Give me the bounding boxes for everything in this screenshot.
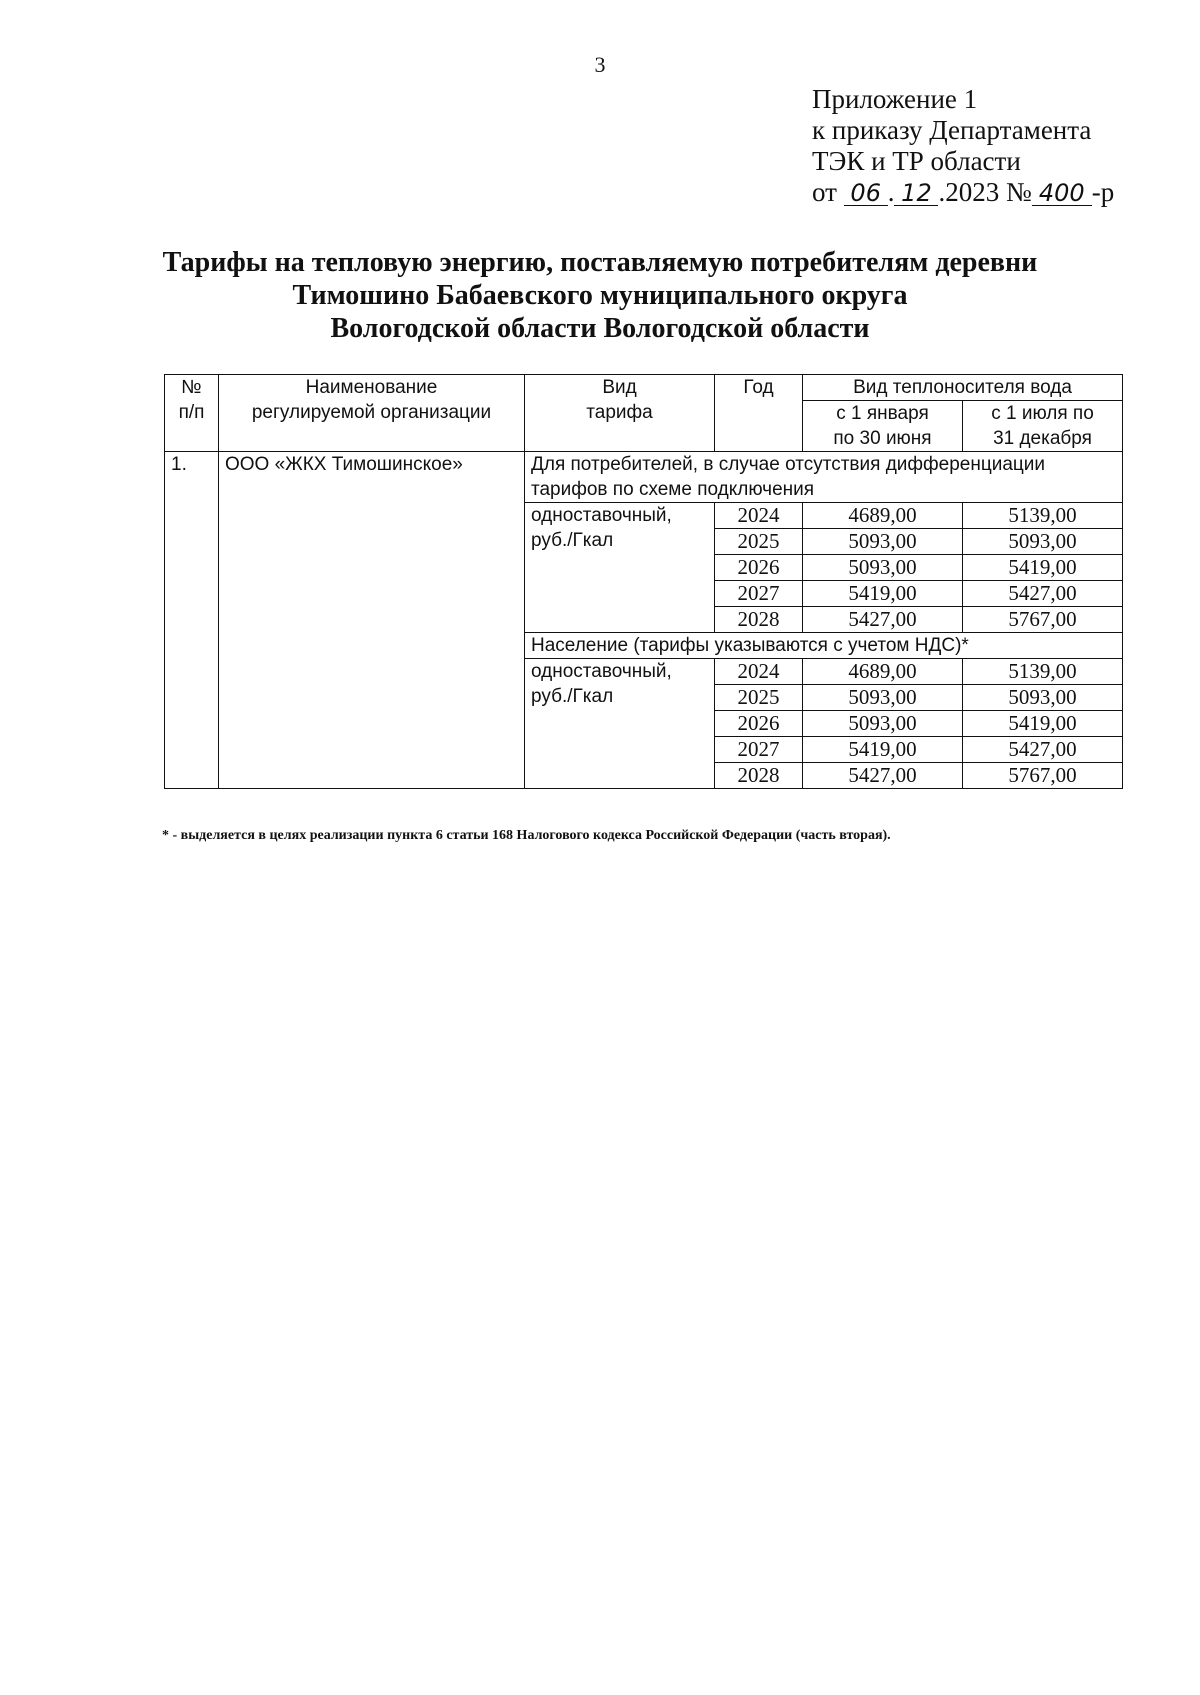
year-cell: 2026: [715, 711, 803, 737]
tariff-second-half: 5419,00: [963, 711, 1123, 737]
appendix-header: [812, 84, 1114, 208]
tariff-first-half: 5427,00: [803, 607, 963, 633]
order-suffix: -р: [1091, 177, 1115, 207]
tariff-first-half: 5093,00: [803, 685, 963, 711]
header-number: № п/п: [165, 375, 219, 452]
tariff-second-half: 5767,00: [963, 763, 1123, 789]
tariff-second-half: 5427,00: [963, 737, 1123, 763]
tariff-second-half: 5427,00: [963, 581, 1123, 607]
header-year: Год: [715, 375, 803, 452]
header-period-2: с 1 июля по 31 декабря: [963, 401, 1123, 452]
title-line-3: Вологодской области Вологодской области: [330, 313, 870, 344]
tariff-first-half: 5093,00: [803, 711, 963, 737]
date-year-part: .2023 №: [938, 177, 1032, 207]
appendix-line-1: Приложение 1: [812, 84, 978, 114]
year-cell: 2026: [715, 555, 803, 581]
year-cell: 2024: [715, 503, 803, 529]
tariff-first-half: 4689,00: [803, 503, 963, 529]
appendix-date-line: от 06 . 12 .2023 № 400 -р: [812, 177, 1115, 207]
year-cell: 2028: [715, 763, 803, 789]
document-title: [0, 246, 1200, 345]
handwritten-day: 06: [844, 181, 888, 206]
year-cell: 2025: [715, 529, 803, 555]
appendix-line-3: ТЭК и ТР области: [812, 146, 1021, 176]
tariff-table: [164, 374, 1123, 789]
date-prefix: от: [812, 177, 837, 207]
tariff-second-half: 5139,00: [963, 503, 1123, 529]
tariff-second-half: 5419,00: [963, 555, 1123, 581]
header-period-1: с 1 января по 30 июня: [803, 401, 963, 452]
row-number: 1.: [165, 452, 219, 789]
year-cell: 2024: [715, 659, 803, 685]
tariff-second-half: 5767,00: [963, 607, 1123, 633]
title-line-1: Тарифы на тепловую энергию, поставляемую потребителям деревни: [162, 247, 1038, 278]
footnote: * - выделяется в целях реализации пункта 6 статьи 168 Налогового кодекса Российской Федерации (часть вторая).: [162, 828, 891, 843]
tariff-first-half: 5093,00: [803, 529, 963, 555]
tariff-second-half: 5093,00: [963, 685, 1123, 711]
year-cell: 2025: [715, 685, 803, 711]
tariff-first-half: 5427,00: [803, 763, 963, 789]
header-tariff-type: Вид тарифа: [525, 375, 715, 452]
tariff-first-half: 5419,00: [803, 581, 963, 607]
tariff-second-half: 5139,00: [963, 659, 1123, 685]
organization-name: ООО «ЖКХ Тимошинское»: [219, 452, 525, 789]
tariff-second-half: 5093,00: [963, 529, 1123, 555]
handwritten-month: 12: [894, 181, 938, 206]
appendix-line-2: к приказу Департамента: [812, 115, 1092, 145]
tariff-first-half: 4689,00: [803, 659, 963, 685]
tariff-first-half: 5093,00: [803, 555, 963, 581]
consumer-section-label: Для потребителей, в случае отсутствия дифференциации тарифов по схеме подключения: [525, 452, 1123, 503]
header-organization: Наименование регулируемой организации: [219, 375, 525, 452]
header-heat-carrier: Вид теплоносителя вода: [803, 375, 1123, 401]
year-cell: 2027: [715, 737, 803, 763]
tariff-first-half: 5419,00: [803, 737, 963, 763]
tariff-type: одноставочный, руб./Гкал: [525, 503, 715, 633]
title-line-2: Тимошино Бабаевского муниципального округа: [292, 280, 908, 311]
year-cell: 2027: [715, 581, 803, 607]
handwritten-order-number: 400: [1032, 181, 1092, 206]
year-cell: 2028: [715, 607, 803, 633]
page-number: 3: [594, 52, 606, 77]
tariff-type: одноставочный, руб./Гкал: [525, 659, 715, 789]
consumer-section-label: Население (тарифы указываются с учетом НДС)*: [525, 633, 1123, 659]
